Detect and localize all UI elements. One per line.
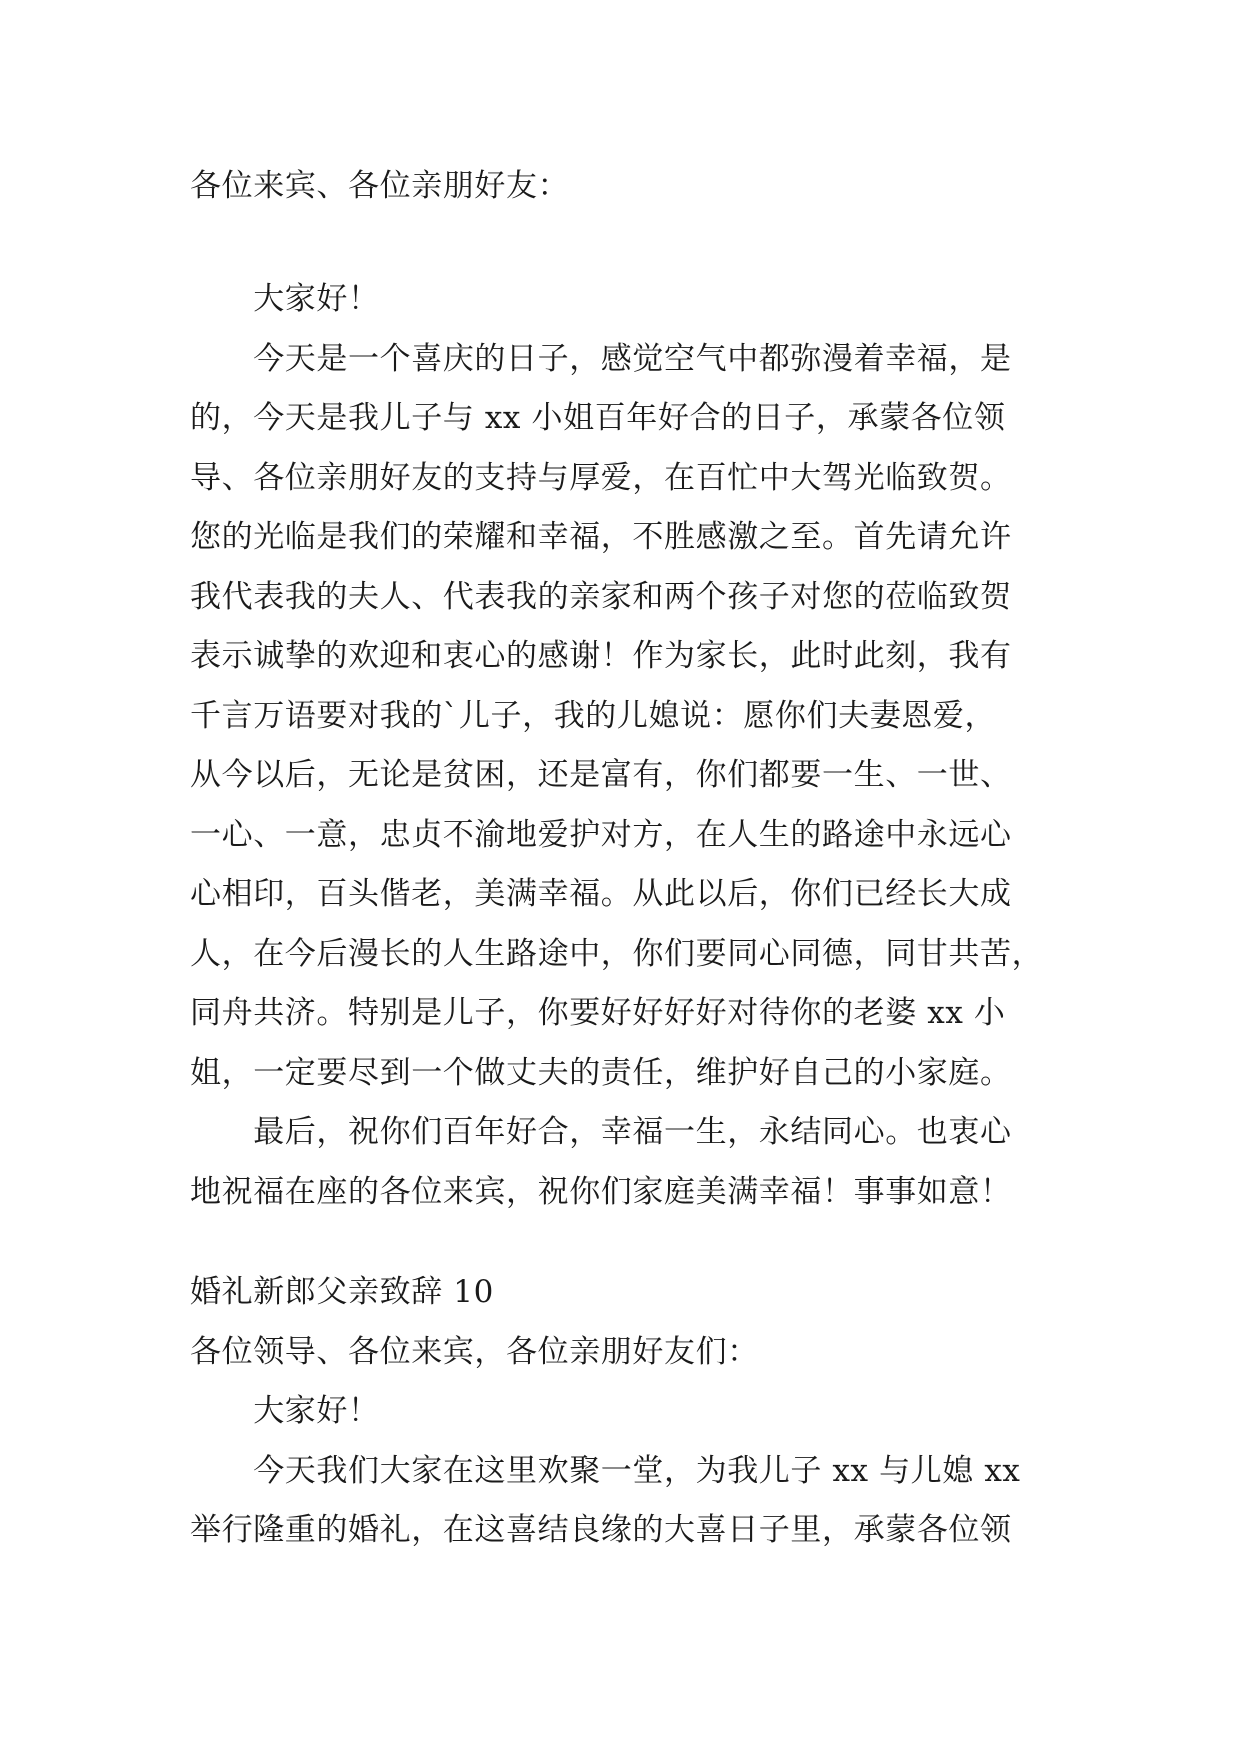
paragraph-line: 举行隆重的婚礼，在这喜结良缘的大喜日子里，承蒙各位领 [190, 1512, 1012, 1548]
paragraph-line: 的，今天是我儿子与 xx 小姐百年好合的日子，承蒙各位领 [190, 400, 1006, 436]
paragraph-line: 千言万语要对我的`儿子，我的儿媳说：愿你们夫妻恩爱， [190, 697, 997, 734]
paragraph-line: 同舟共济。特别是儿子，你要好好好好对待你的老婆 xx 小 [190, 995, 1006, 1031]
paragraph-line: 您的光临是我们的荣耀和幸福，不胜感激之至。首先请允许 [190, 519, 1012, 555]
salutation-line: 各位来宾、各位亲朋好友： [190, 168, 570, 204]
paragraph-line: 大家好！ [190, 281, 380, 317]
paragraph-line: 从今以后，无论是贫困，还是富有，你们都要一生、一世、 [190, 757, 1012, 793]
second-speech [190, 1263, 1070, 1561]
paragraph-line: 最后，祝你们百年好合，幸福一生，永结同心。也衷心 [190, 1114, 1012, 1150]
paragraph-line: 心相印，百头偕老，美满幸福。从此以后，你们已经长大成 [190, 876, 1012, 912]
paragraph-line: 今天是一个喜庆的日子，感觉空气中都弥漫着幸福，是 [190, 340, 1012, 377]
paragraph-line: 地祝福在座的各位来宾，祝你们家庭美满幸福！事事如意！ [190, 1173, 1012, 1210]
paragraph-line: 姐，一定要尽到一个做丈夫的责任，维护好自己的小家庭。 [190, 1054, 1012, 1091]
speech-body [190, 270, 1070, 1222]
paragraph-line: 我代表我的夫人、代表我的亲家和两个孩子对您的莅临致贺 [190, 578, 1012, 615]
paragraph-line: 表示诚挚的欢迎和衷心的感谢！作为家长，此时此刻，我有 [190, 638, 1012, 674]
paragraph-line: 一心、一意，忠贞不渝地爱护对方，在人生的路途中永远心 [190, 816, 1012, 853]
paragraph-line: 今天我们大家在这里欢聚一堂，为我儿子 xx 与儿媳 xx [190, 1452, 1021, 1489]
paragraph-line: 大家好！ [190, 1393, 380, 1429]
section-heading: 婚礼新郎父亲致辞 10 [190, 1274, 494, 1310]
paragraph-line: 人，在今后漫长的人生路途中，你们要同心同德，同甘共苦， [190, 935, 1044, 972]
paragraph-line: 导、各位亲朋好友的支持与厚爱，在百忙中大驾光临致贺。 [190, 459, 1012, 496]
salutation-line: 各位领导、各位来宾，各位亲朋好友们： [190, 1333, 759, 1370]
